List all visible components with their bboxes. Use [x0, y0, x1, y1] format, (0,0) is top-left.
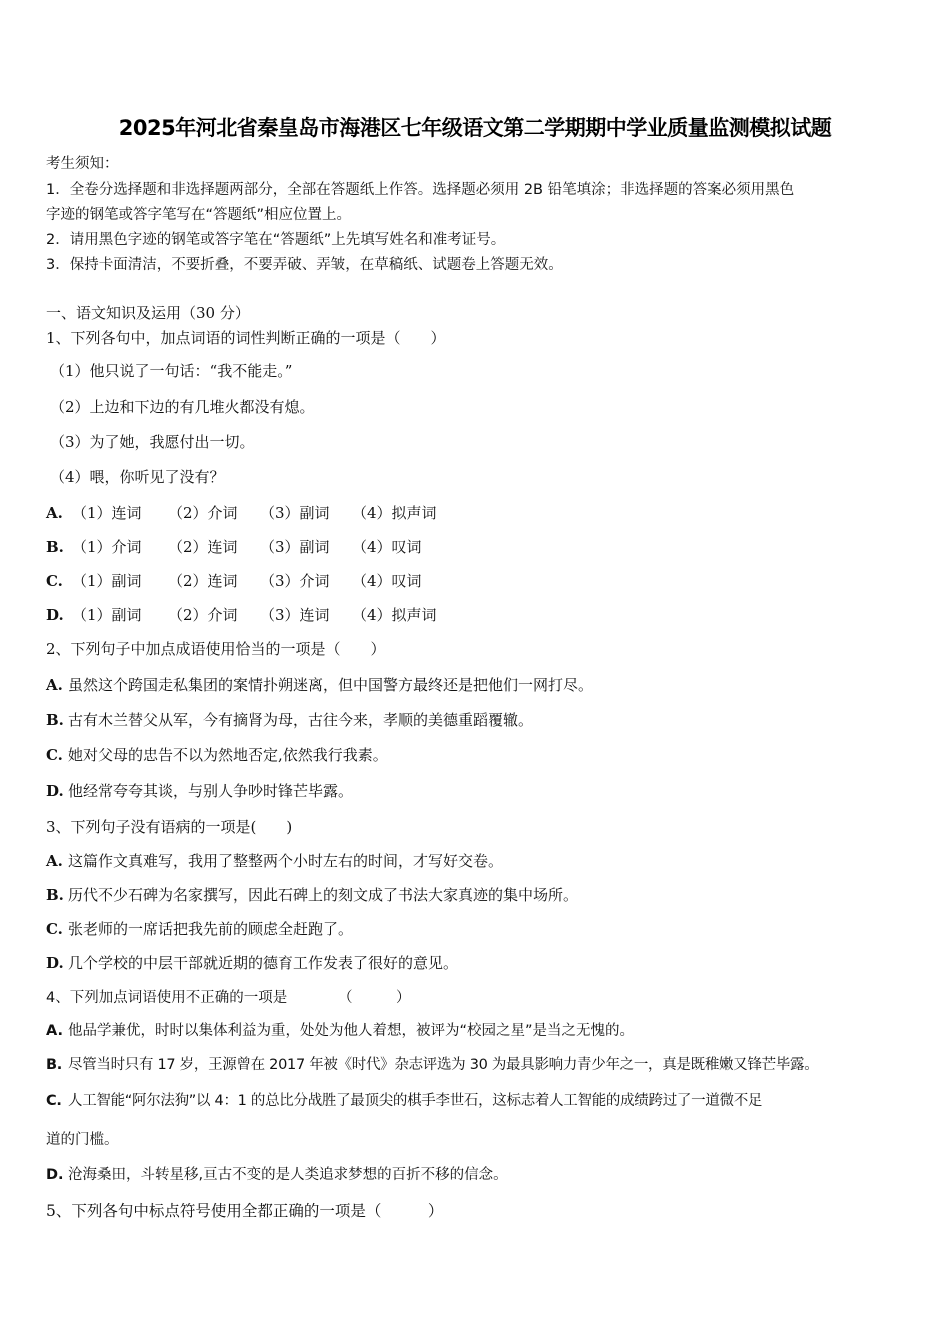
option-letter: A. — [46, 504, 63, 522]
option-b[interactable] — [46, 1053, 818, 1074]
option-letter: A. — [46, 852, 63, 870]
option-letter: B. — [46, 538, 64, 556]
option-letter: B. — [46, 711, 64, 729]
option-col: （1）连词 — [72, 504, 142, 522]
option-letter: A. — [46, 676, 63, 694]
option-text: 她对父母的忠告不以为然地否定,依然我行我素。 — [68, 746, 388, 764]
option-d[interactable] — [46, 1163, 508, 1184]
option-letter: C. — [46, 572, 63, 590]
notice-line: 3．保持卡面清洁，不要折叠，不要弄破、弄皱，在草稿纸、试题卷上答题无效。 — [46, 257, 563, 273]
option-text: 张老师的一席话把我先前的顾虑全赶跑了。 — [68, 920, 354, 938]
option-a[interactable] — [46, 1019, 634, 1040]
option-col: （4）叹词 — [352, 572, 422, 590]
option-col: （1）副词 — [72, 572, 142, 590]
option-c[interactable] — [46, 1089, 762, 1110]
option-b[interactable] — [46, 884, 578, 905]
option-c[interactable] — [46, 918, 353, 939]
option-col: （4）拟声词 — [352, 504, 437, 522]
option-d[interactable] — [46, 604, 437, 625]
option-col: （2）介词 — [168, 606, 238, 624]
option-col: （3）副词 — [260, 504, 330, 522]
question-item: （1）他只说了一句话：“我不能走。” — [50, 362, 293, 380]
option-c-continued: 道的门槛。 — [46, 1132, 119, 1148]
option-letter: A. — [46, 1023, 63, 1039]
option-letter: D. — [46, 782, 64, 800]
option-a[interactable] — [46, 502, 437, 523]
option-text: 几个学校的中层干部就近期的德育工作发表了很好的意见。 — [68, 954, 459, 972]
option-letter: D. — [46, 606, 64, 624]
option-text: 他品学兼优，时时以集体利益为重，处处为他人着想，被评为“校园之星”是当之无愧的。 — [68, 1023, 635, 1039]
option-a[interactable] — [46, 674, 593, 695]
page-title: 2025年河北省秦皇岛市海港区七年级语文第二学期期中学业质量监测模拟试题 — [118, 116, 832, 140]
option-c[interactable] — [46, 744, 388, 765]
option-c[interactable] — [46, 570, 422, 591]
question-stem-2: 2、下列句子中加点成语使用恰当的一项是（ ） — [46, 640, 386, 658]
notice-line: 1．全卷分选择题和非选择题两部分，全部在答题纸上作答。选择题必须用 2B 铅笔填涂；非选择题的答案必须用黑色 — [46, 182, 795, 198]
option-col: （1）副词 — [72, 606, 142, 624]
option-text: 历代不少石碑为名家撰写，因此石碑上的刻文成了书法大家真迹的集中场所。 — [68, 886, 579, 904]
option-text: 这篇作文真难写，我用了整整两个小时左右的时间，才写好交卷。 — [68, 852, 504, 870]
question-stem-4: 4、下列加点词语使用不正确的一项是 （ ） — [46, 990, 411, 1006]
question-item: （2）上边和下边的有几堆火都没有熄。 — [50, 398, 315, 416]
option-a[interactable] — [46, 850, 503, 871]
option-letter: C. — [46, 746, 63, 764]
option-d[interactable] — [46, 780, 353, 801]
option-text: 虽然这个跨国走私集团的案情扑朔迷离，但中国警方最终还是把他们一网打尽。 — [68, 676, 594, 694]
option-col: （4）拟声词 — [352, 606, 437, 624]
option-text: 沧海桑田，斗转星移,亘古不变的是人类追求梦想的百折不移的信念。 — [68, 1167, 508, 1183]
option-col: （2）连词 — [168, 538, 238, 556]
option-text: 尽管当时只有 17 岁，王源曾在 2017 年被《时代》杂志评选为 30 为最具影响力青少年之一，真是既稚嫩又锋芒毕露。 — [68, 1057, 819, 1073]
option-letter: D. — [46, 954, 64, 972]
option-letter: C. — [46, 1093, 62, 1109]
option-col: （2）介词 — [168, 504, 238, 522]
option-letter: D. — [46, 1167, 64, 1183]
option-b[interactable] — [46, 536, 422, 557]
notice-line: 字迹的钢笔或答字笔写在“答题纸”相应位置上。 — [46, 207, 352, 223]
question-item: （3）为了她，我愿付出一切。 — [50, 433, 255, 451]
option-letter: C. — [46, 920, 63, 938]
option-col: （4）叹词 — [352, 538, 422, 556]
notice-line: 2．请用黑色字迹的钢笔或答字笔在“答题纸”上先填写姓名和准考证号。 — [46, 232, 506, 248]
option-d[interactable] — [46, 952, 458, 973]
option-b[interactable] — [46, 709, 533, 730]
option-col: （1）介词 — [72, 538, 142, 556]
option-col: （3）介词 — [260, 572, 330, 590]
option-letter: B. — [46, 1057, 62, 1073]
notice-heading: 考生须知： — [46, 156, 119, 172]
question-stem-5: 5、下列各句中标点符号使用全都正确的一项是（ ） — [46, 1202, 444, 1220]
section-heading: 一、语文知识及运用（30 分） — [46, 304, 250, 322]
question-item: （4）喂，你听见了没有？ — [50, 468, 225, 486]
question-stem-1: 1、下列各句中，加点词语的词性判断正确的一项是（ ） — [46, 329, 446, 347]
option-col: （3）连词 — [260, 606, 330, 624]
option-col: （3）副词 — [260, 538, 330, 556]
question-stem-3: 3、下列句子没有语病的一项是( ) — [46, 818, 293, 836]
option-col: （2）连词 — [168, 572, 238, 590]
option-text: 古有木兰替父从军，今有摘肾为母，古往今来，孝顺的美德重蹈覆辙。 — [68, 711, 534, 729]
option-letter: B. — [46, 886, 64, 904]
option-text: 人工智能“阿尔法狗”以 4：1 的总比分战胜了最顶尖的棋手李世石，这标志着人工智能的成绩跨过了一道微不足 — [68, 1093, 763, 1109]
option-text: 他经常夸夸其谈，与别人争吵时锋芒毕露。 — [68, 782, 354, 800]
